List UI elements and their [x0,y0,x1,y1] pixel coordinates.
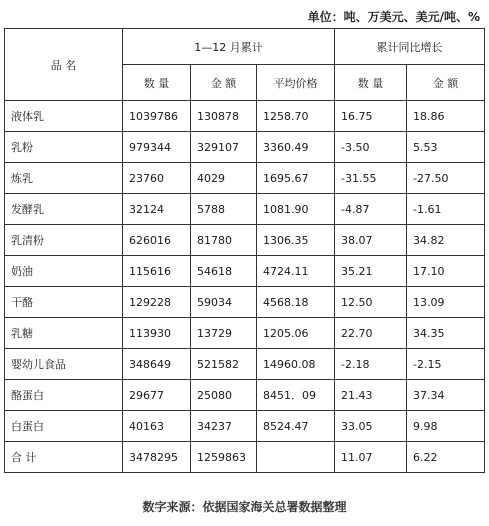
quantity-cell: 23760 [123,163,191,194]
product-name-cell: 发酵乳 [5,194,123,225]
dairy-import-table [4,28,485,473]
avg-price-cell: 8451．09 [257,380,335,411]
quantity-cell: 979344 [123,132,191,163]
header-row-1 [5,29,485,65]
product-name-cell: 白蛋白 [5,411,123,442]
yoy-amount-cell: 34.35 [407,318,485,349]
avg-price-cell: 1081.90 [257,194,335,225]
amount-cell: 25080 [191,380,257,411]
yoy-quantity-cell: 33.05 [335,411,407,442]
table-row [5,380,485,411]
table-row [5,411,485,442]
product-name-cell: 液体乳 [5,101,123,132]
amount-cell: 1259863 [191,442,257,473]
yoy-amount-cell: 37.34 [407,380,485,411]
yoy-amount-cell: 34.82 [407,225,485,256]
table-row [5,287,485,318]
source-note: 数字来源：依据国家海关总署数据整理 [142,500,347,514]
yoy-amount-cell: 6.22 [407,442,485,473]
amount-cell: 5788 [191,194,257,225]
avg-price-cell: 1306.35 [257,225,335,256]
yoy-amount-cell: 5.53 [407,132,485,163]
amount-cell: 81780 [191,225,257,256]
quantity-cell: 29677 [123,380,191,411]
avg-price-cell: 1258.70 [257,101,335,132]
table-row [5,349,485,380]
product-name-cell: 干酪 [5,287,123,318]
avg-price-cell: 8524.47 [257,411,335,442]
table-row [5,163,485,194]
quantity-cell: 113930 [123,318,191,349]
product-name-cell: 乳糖 [5,318,123,349]
amount-cell: 329107 [191,132,257,163]
quantity-header: 数 量 [123,65,191,101]
yoy-amount-cell: -2.15 [407,349,485,380]
yoy-amount-cell: 9.98 [407,411,485,442]
avg-price-cell: 1205.06 [257,318,335,349]
amount-cell: 130878 [191,101,257,132]
yoy-group-header: 累计同比增长 [335,29,485,65]
yoy-amount-cell: -1.61 [407,194,485,225]
unit-label: 单位：吨、万美元、美元/吨、% [307,10,480,24]
quantity-cell: 115616 [123,256,191,287]
yoy-amount-cell: 17.10 [407,256,485,287]
table-row [5,132,485,163]
yoy-quantity-cell: 11.07 [335,442,407,473]
yoy-quantity-cell: -3.50 [335,132,407,163]
product-name-cell: 乳清粉 [5,225,123,256]
yoy-quantity-cell: 35.21 [335,256,407,287]
yoy-amount-header: 金 额 [407,65,485,101]
quantity-cell: 1039786 [123,101,191,132]
avg-price-cell: 4724.11 [257,256,335,287]
product-name-cell: 乳粉 [5,132,123,163]
amount-cell: 34237 [191,411,257,442]
product-name-cell: 奶油 [5,256,123,287]
quantity-cell: 129228 [123,287,191,318]
amount-cell: 54618 [191,256,257,287]
quantity-cell: 626016 [123,225,191,256]
yoy-quantity-cell: -31.55 [335,163,407,194]
amount-header: 金 额 [191,65,257,101]
yoy-amount-cell: -27.50 [407,163,485,194]
product-header: 品 名 [5,29,123,101]
quantity-cell: 32124 [123,194,191,225]
amount-cell: 4029 [191,163,257,194]
avg-price-cell [257,442,335,473]
table-row [5,318,485,349]
table-row [5,225,485,256]
quantity-cell: 348649 [123,349,191,380]
yoy-quantity-cell: 16.75 [335,101,407,132]
table-row [5,101,485,132]
yoy-quantity-cell: 38.07 [335,225,407,256]
avg-price-cell: 4568.18 [257,287,335,318]
product-name-cell: 炼乳 [5,163,123,194]
yoy-amount-cell: 13.09 [407,287,485,318]
cumulative-group-header: 1—12 月累计 [123,29,335,65]
table-row [5,256,485,287]
yoy-amount-cell: 18.86 [407,101,485,132]
amount-cell: 521582 [191,349,257,380]
product-name-cell: 合 计 [5,442,123,473]
avg-price-cell: 14960.08 [257,349,335,380]
yoy-quantity-cell: 21.43 [335,380,407,411]
yoy-quantity-cell: 12.50 [335,287,407,318]
avg-price-header: 平均价格 [257,65,335,101]
product-name-cell: 婴幼儿食品 [5,349,123,380]
amount-cell: 13729 [191,318,257,349]
quantity-cell: 40163 [123,411,191,442]
avg-price-cell: 1695.67 [257,163,335,194]
amount-cell: 59034 [191,287,257,318]
yoy-quantity-cell: -2.18 [335,349,407,380]
yoy-quantity-header: 数 量 [335,65,407,101]
yoy-quantity-cell: -4.87 [335,194,407,225]
table-row [5,442,485,473]
quantity-cell: 3478295 [123,442,191,473]
yoy-quantity-cell: 22.70 [335,318,407,349]
product-name-cell: 酪蛋白 [5,380,123,411]
table-row [5,194,485,225]
avg-price-cell: 3360.49 [257,132,335,163]
